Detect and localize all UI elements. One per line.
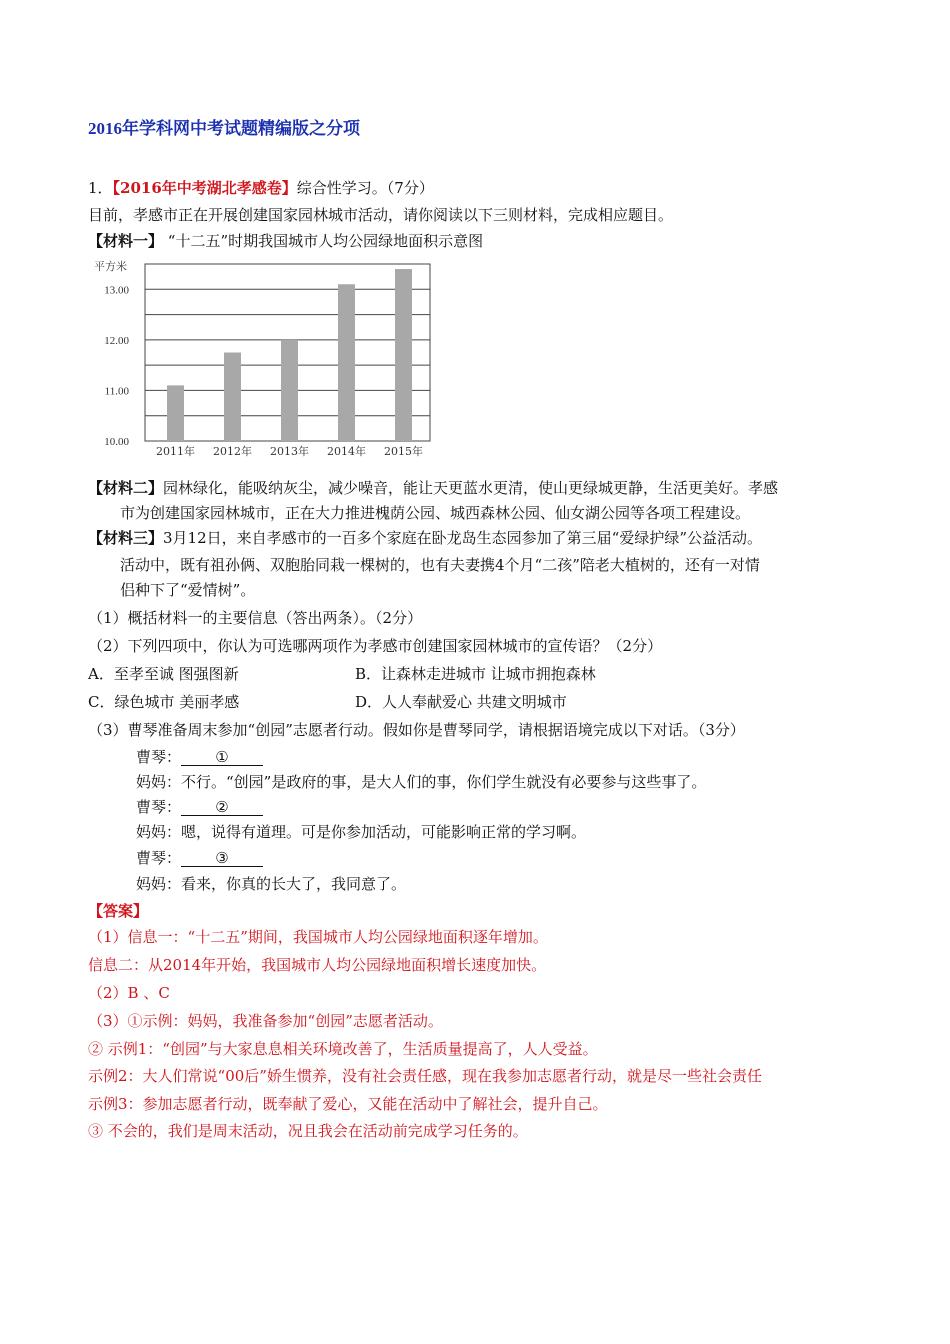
answer-line-1: （1）信息一：“十二五”期间，我国城市人均公园绿地面积逐年增加。	[88, 928, 548, 946]
dialog-speaker: 妈妈：	[136, 773, 182, 791]
material2-text: 园林绿化，能吸纳灰尘，减少噪音，能让天更蓝水更清，使山更绿城更静，生活更美好。孝感	[163, 479, 779, 497]
x-tick-label: 2013年	[270, 445, 309, 458]
question-header	[88, 178, 434, 198]
question-number: 1．	[88, 179, 113, 197]
answer-line-6: 示例2：大人们常说“00后”娇生惯养，没有社会责任感，现在我参加志愿者行动，就是尽一些社会责任	[88, 1067, 762, 1085]
material3-text: 3月12日，来自孝感市的一百多个家庭在卧龙岛生态园参加了第三届“爱绿护绿”公益活动。	[163, 529, 762, 547]
answer-line-2: 信息二：从2014年开始，我国城市人均公园绿地面积增长速度加快。	[88, 956, 547, 974]
option-b: B．让森林走进城市 让城市拥抱森林	[355, 665, 596, 683]
dialog-text: 嗯，说得有道理。可是你参加活动，可能影响正常的学习啊。	[181, 823, 587, 841]
answer-blank-1[interactable]: ①	[181, 749, 263, 766]
dialog-line-5	[136, 848, 263, 868]
dialog-speaker: 妈妈：	[136, 875, 182, 893]
dialog-speaker: 曹琴：	[136, 748, 182, 766]
dialog-line-2	[136, 772, 706, 792]
answer-tag: 【答案】	[88, 902, 149, 920]
material2-tag: 【材料二】	[88, 479, 164, 497]
x-tick-label: 2014年	[327, 445, 366, 458]
answer-blank-3[interactable]: ③	[181, 850, 263, 867]
answer-line-5: ② 示例1：“创园”与大家息息相关环境改善了，生活质量提高了，人人受益。	[88, 1040, 598, 1058]
material1-text: “十二五”时期我国城市人均公园绿地面积示意图	[167, 232, 484, 250]
sub-question-1: （1）概括材料一的主要信息（答出两条）。（2分）	[88, 609, 423, 627]
bar	[395, 269, 412, 441]
option-c: C．绿色城市 美丽孝感	[88, 693, 240, 711]
material3-line1	[88, 528, 762, 548]
question-source: 【2016年中考湖北孝感卷】	[112, 179, 297, 197]
material3-line2: 活动中，既有祖孙俩、双胞胎同栽一棵树的，也有夫妻携4个月“二孩”陪老大植树的，还有一对情	[120, 556, 760, 574]
dialog-text: 看来，你真的长大了，我同意了。	[181, 875, 407, 893]
bar	[338, 284, 355, 441]
dialog-line-6	[136, 874, 406, 894]
dialog-speaker: 妈妈：	[136, 823, 182, 841]
y-tick-label: 10.00	[104, 436, 129, 448]
y-tick-label: 12.00	[104, 334, 129, 347]
bar	[224, 353, 241, 442]
answer-blank-2[interactable]: ②	[181, 799, 263, 816]
material2-line1	[88, 478, 778, 498]
bar	[281, 340, 298, 441]
dialog-speaker: 曹琴：	[136, 798, 182, 816]
options-row-2	[88, 692, 239, 712]
answer-line-4: （3）①示例：妈妈，我准备参加“创园”志愿者活动。	[88, 1012, 443, 1030]
option-d: D．人人奉献爱心 共建文明城市	[355, 693, 567, 711]
question-intro: 目前，孝感市正在开展创建国家园林城市活动，请你阅读以下三则材料，完成相应题目。	[88, 206, 674, 224]
dialog-line-1	[136, 747, 263, 767]
page-title: 2016年学科网中考试题精编版之分项	[88, 119, 360, 138]
x-tick-label: 2015年	[384, 445, 423, 458]
bar	[167, 385, 184, 441]
x-tick-label: 2011年	[156, 445, 195, 458]
y-axis-label: 平方米	[94, 260, 127, 273]
y-tick-label: 13.00	[104, 284, 129, 297]
x-tick-label: 2012年	[213, 445, 252, 458]
dialog-speaker: 曹琴：	[136, 849, 182, 867]
options-row-1	[88, 664, 239, 684]
answer-line-7: 示例3：参加志愿者行动，既奉献了爱心，又能在活动中了解社会，提升自己。	[88, 1095, 608, 1113]
option-a: A．至孝至诚 图强图新	[88, 665, 239, 683]
material1-heading	[88, 231, 483, 251]
dialog-line-3	[136, 797, 263, 817]
material3-line3: 侣种下了“爱情树”。	[120, 581, 256, 599]
answer-line-8: ③ 不会的，我们是周末活动，况且我会在活动前完成学习任务的。	[88, 1122, 528, 1140]
sub-question-2: （2）下列四项中，你认为可选哪两项作为孝感市创建国家园林城市的宣传语？（2分）	[88, 637, 663, 655]
dialog-text: 不行。“创园”是政府的事，是大人们的事，你们学生就没有必要参与这些事了。	[181, 773, 707, 791]
y-tick-label: 11.00	[104, 385, 129, 398]
bar-chart	[88, 256, 458, 462]
material3-tag: 【材料三】	[88, 529, 164, 547]
dialog-line-4	[136, 822, 586, 842]
answer-line-3: （2）B 、C	[88, 984, 170, 1002]
material2-line2: 市为创建国家园林城市，正在大力推进槐荫公园、城西森林公园、仙女湖公园等各项工程建设。	[120, 504, 751, 522]
question-task: 综合性学习。（7分）	[296, 179, 434, 197]
sub-question-3: （3）曹琴准备周末参加“创园”志愿者行动。假如你是曹琴同学，请根据语境完成以下对话。（3分）	[88, 721, 745, 739]
material1-tag: 【材料一】	[88, 232, 164, 250]
